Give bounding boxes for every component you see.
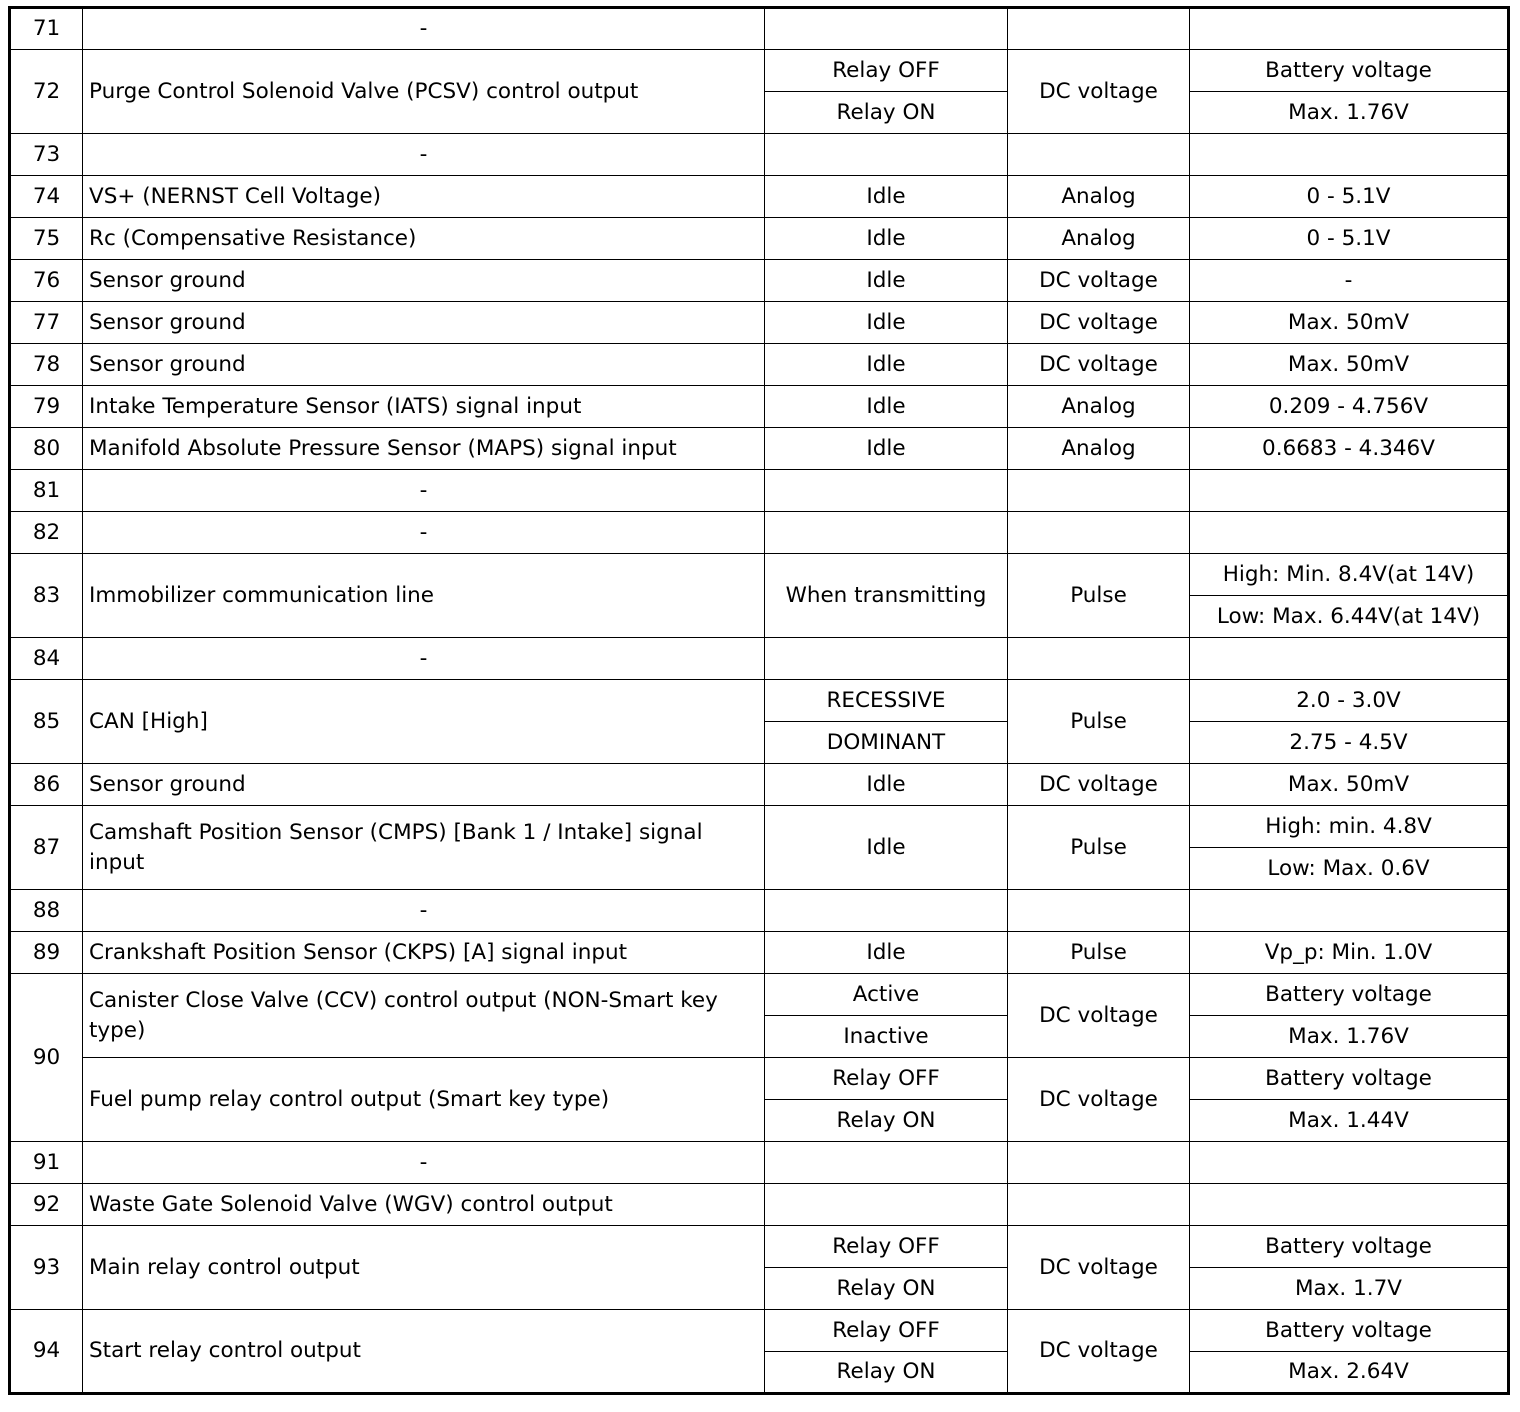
type-cell: DC voltage [1008,50,1190,134]
condition-cell: Idle [765,806,1008,890]
pin-description: Camshaft Position Sensor (CMPS) [Bank 1 / Intake] signal input [83,806,765,890]
level-cell [1190,890,1509,932]
pin-number: 85 [10,680,83,764]
level-cell [1190,8,1509,50]
table-row [10,470,1509,512]
condition-cell: Idle [765,302,1008,344]
table-row [10,1184,1509,1226]
table-row [10,134,1509,176]
pin-number: 87 [10,806,83,890]
level-cell: Battery voltage [1190,1226,1509,1268]
type-cell: DC voltage [1008,974,1190,1058]
condition-cell [765,1184,1008,1226]
table-row [10,8,1509,50]
pin-number: 91 [10,1142,83,1184]
condition-cell: DOMINANT [765,722,1008,764]
level-cell: Max. 50mV [1190,764,1509,806]
type-cell: DC voltage [1008,302,1190,344]
pin-number: 83 [10,554,83,638]
type-cell [1008,890,1190,932]
level-cell: 0 - 5.1V [1190,218,1509,260]
type-cell: Analog [1008,386,1190,428]
pin-number: 89 [10,932,83,974]
type-cell: Pulse [1008,680,1190,764]
pin-description: - [83,890,765,932]
pin-description: - [83,638,765,680]
type-cell [1008,512,1190,554]
condition-cell: Relay ON [765,92,1008,134]
level-cell [1190,1142,1509,1184]
level-cell: Max. 1.44V [1190,1100,1509,1142]
level-cell [1190,470,1509,512]
table-row [10,512,1509,554]
pin-spec-table [8,6,1510,1395]
type-cell: DC voltage [1008,1058,1190,1142]
level-cell: Battery voltage [1190,974,1509,1016]
pin-description: Sensor ground [83,764,765,806]
table-row [10,806,1509,848]
pin-number: 78 [10,344,83,386]
condition-cell: When transmitting [765,554,1008,638]
type-cell: Analog [1008,176,1190,218]
condition-cell: Active [765,974,1008,1016]
pin-description: Intake Temperature Sensor (IATS) signal input [83,386,765,428]
pin-number: 79 [10,386,83,428]
table-row [10,428,1509,470]
pin-number: 82 [10,512,83,554]
table-row [10,1058,1509,1100]
condition-cell [765,1142,1008,1184]
pin-number: 93 [10,1226,83,1310]
condition-cell: Relay OFF [765,1226,1008,1268]
level-cell: High: Min. 8.4V(at 14V) [1190,554,1509,596]
pin-description: Main relay control output [83,1226,765,1310]
condition-cell: Idle [765,386,1008,428]
pin-number: 81 [10,470,83,512]
pin-number: 86 [10,764,83,806]
type-cell [1008,638,1190,680]
condition-cell: Relay OFF [765,1310,1008,1352]
table-row [10,386,1509,428]
type-cell: Analog [1008,428,1190,470]
condition-cell: Idle [765,428,1008,470]
condition-cell [765,512,1008,554]
level-cell: 0.209 - 4.756V [1190,386,1509,428]
table-row [10,890,1509,932]
condition-cell: Relay OFF [765,1058,1008,1100]
level-cell: Max. 2.64V [1190,1352,1509,1394]
type-cell [1008,1142,1190,1184]
table-row [10,50,1509,92]
table-row [10,1310,1509,1352]
level-cell: Max. 1.7V [1190,1268,1509,1310]
table-row [10,1142,1509,1184]
level-cell: Battery voltage [1190,1058,1509,1100]
pin-number: 71 [10,8,83,50]
type-cell [1008,470,1190,512]
condition-cell: Idle [765,764,1008,806]
condition-cell: Idle [765,218,1008,260]
pin-number: 88 [10,890,83,932]
table-row [10,764,1509,806]
condition-cell [765,890,1008,932]
type-cell [1008,134,1190,176]
condition-cell: Inactive [765,1016,1008,1058]
pin-description: Canister Close Valve (CCV) control output (NON-Smart key type) [83,974,765,1058]
pin-description: Manifold Absolute Pressure Sensor (MAPS) signal input [83,428,765,470]
table-row [10,680,1509,722]
condition-cell: Relay ON [765,1352,1008,1394]
type-cell: Analog [1008,218,1190,260]
condition-cell: RECESSIVE [765,680,1008,722]
condition-cell: Idle [765,344,1008,386]
level-cell: Max. 50mV [1190,344,1509,386]
table-row [10,176,1509,218]
pin-description: - [83,512,765,554]
table-row [10,260,1509,302]
type-cell: Pulse [1008,554,1190,638]
condition-cell: Relay ON [765,1268,1008,1310]
level-cell: Battery voltage [1190,1310,1509,1352]
pin-description: - [83,470,765,512]
table-row [10,638,1509,680]
pin-number: 84 [10,638,83,680]
level-cell: 2.75 - 4.5V [1190,722,1509,764]
pin-description: Crankshaft Position Sensor (CKPS) [A] signal input [83,932,765,974]
level-cell [1190,638,1509,680]
level-cell: Max. 1.76V [1190,92,1509,134]
table-row [10,932,1509,974]
level-cell: Vp_p: Min. 1.0V [1190,932,1509,974]
pin-description: Immobilizer communication line [83,554,765,638]
pin-number: 75 [10,218,83,260]
page-wrapper [8,6,1510,1395]
pin-number: 90 [10,974,83,1142]
level-cell: Battery voltage [1190,50,1509,92]
condition-cell: Idle [765,932,1008,974]
pin-description: Rc (Compensative Resistance) [83,218,765,260]
table-row [10,1226,1509,1268]
level-cell: 0 - 5.1V [1190,176,1509,218]
condition-cell [765,134,1008,176]
type-cell: DC voltage [1008,764,1190,806]
type-cell [1008,1184,1190,1226]
level-cell [1190,512,1509,554]
pin-description: Start relay control output [83,1310,765,1394]
type-cell [1008,8,1190,50]
type-cell: DC voltage [1008,1310,1190,1394]
table-row [10,218,1509,260]
pin-number: 77 [10,302,83,344]
table-row [10,344,1509,386]
level-cell: Low: Max. 0.6V [1190,848,1509,890]
type-cell: Pulse [1008,932,1190,974]
condition-cell [765,8,1008,50]
pin-number: 94 [10,1310,83,1394]
level-cell: Max. 50mV [1190,302,1509,344]
pin-description: Waste Gate Solenoid Valve (WGV) control output [83,1184,765,1226]
pin-number: 74 [10,176,83,218]
pin-description: - [83,1142,765,1184]
condition-cell: Relay OFF [765,50,1008,92]
type-cell: DC voltage [1008,344,1190,386]
condition-cell [765,470,1008,512]
condition-cell: Relay ON [765,1100,1008,1142]
level-cell: 2.0 - 3.0V [1190,680,1509,722]
pin-description: Fuel pump relay control output (Smart key type) [83,1058,765,1142]
condition-cell: Idle [765,260,1008,302]
type-cell: Pulse [1008,806,1190,890]
level-cell: Max. 1.76V [1190,1016,1509,1058]
level-cell [1190,134,1509,176]
pin-description: Sensor ground [83,260,765,302]
pin-number: 76 [10,260,83,302]
condition-cell [765,638,1008,680]
level-cell: Low: Max. 6.44V(at 14V) [1190,596,1509,638]
condition-cell: Idle [765,176,1008,218]
level-cell: - [1190,260,1509,302]
pin-number: 80 [10,428,83,470]
level-cell: High: min. 4.8V [1190,806,1509,848]
type-cell: DC voltage [1008,260,1190,302]
table-row [10,302,1509,344]
pin-description: VS+ (NERNST Cell Voltage) [83,176,765,218]
pin-description: CAN [High] [83,680,765,764]
pin-number: 73 [10,134,83,176]
table-row [10,554,1509,596]
pin-number: 92 [10,1184,83,1226]
level-cell [1190,1184,1509,1226]
table-row [10,974,1509,1016]
pin-description: - [83,134,765,176]
level-cell: 0.6683 - 4.346V [1190,428,1509,470]
pin-description: Sensor ground [83,302,765,344]
pin-description: - [83,8,765,50]
pin-description: Sensor ground [83,344,765,386]
pin-number: 72 [10,50,83,134]
type-cell: DC voltage [1008,1226,1190,1310]
pin-description: Purge Control Solenoid Valve (PCSV) control output [83,50,765,134]
